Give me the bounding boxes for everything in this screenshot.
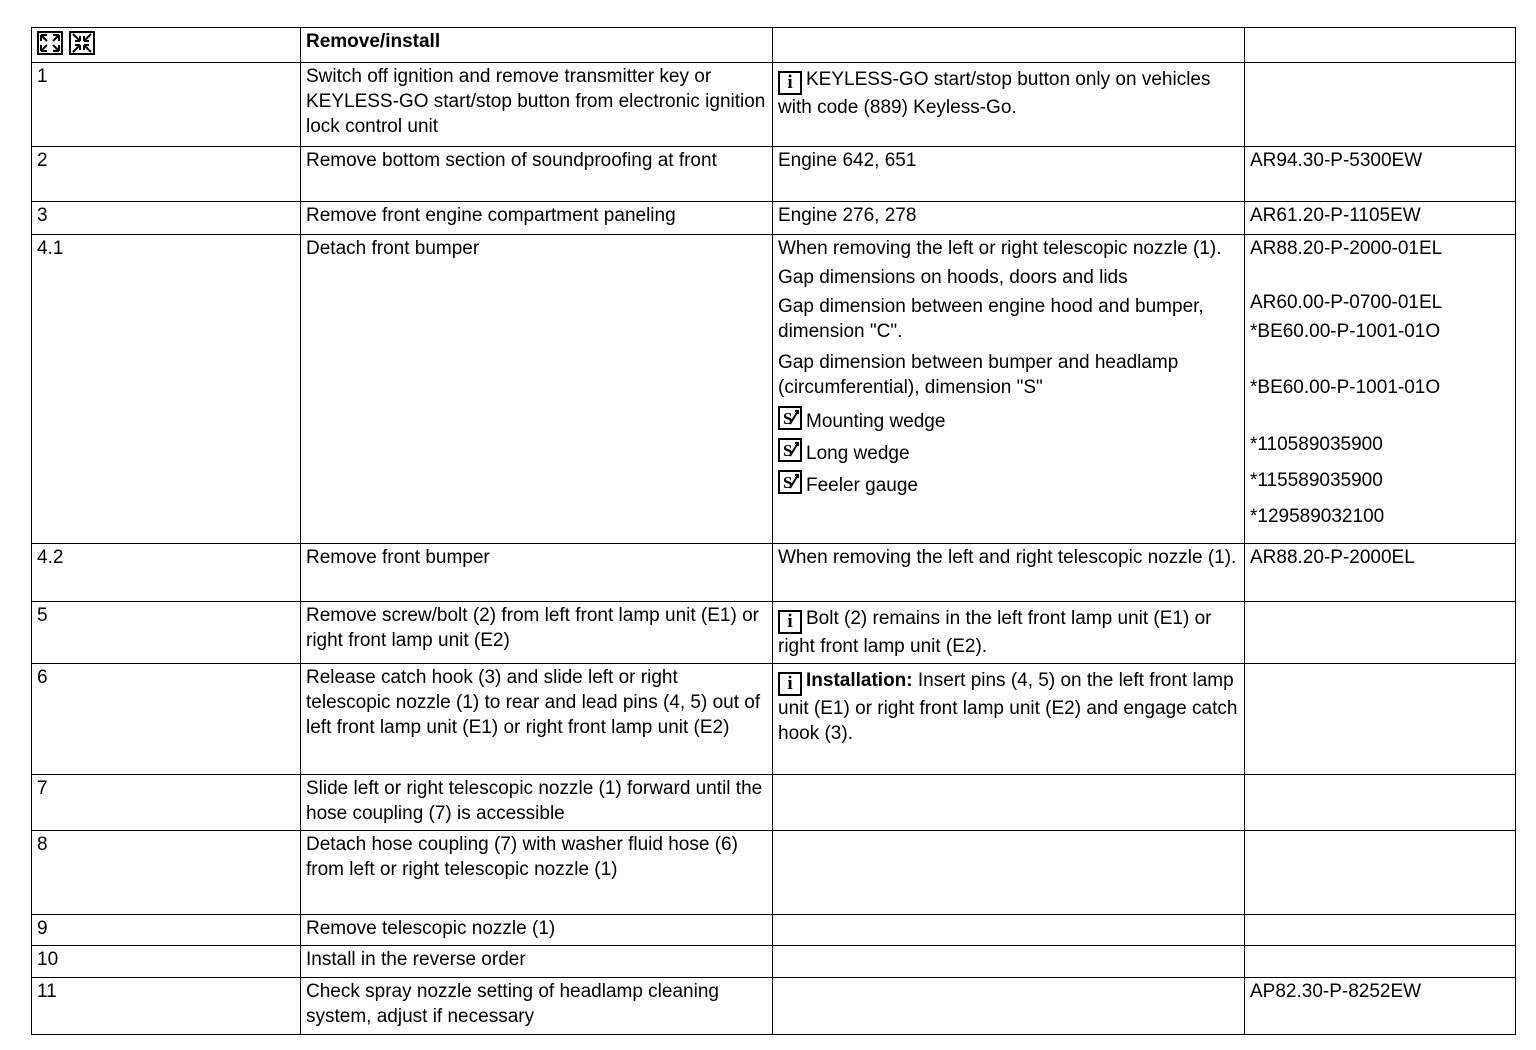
info-icon[interactable]: i	[778, 672, 802, 696]
reference-link[interactable]: AR60.00-P-0700-01EL	[1250, 292, 1443, 313]
step-refs	[1245, 775, 1516, 831]
tool-line	[778, 406, 1239, 434]
step-notes	[773, 946, 1245, 978]
step-notes	[773, 664, 1245, 775]
step-notes: Engine 276, 278	[773, 202, 1245, 235]
step-action: Remove telescopic nozzle (1)	[301, 915, 773, 946]
tool-name: Long wedge	[806, 443, 910, 464]
svg-text:S: S	[783, 473, 793, 492]
step-action: Detach hose coupling (7) with washer fluid hose (6) from left or right telescopic nozzle (1)	[301, 831, 773, 915]
note-text: Gap dimension between bumper and headlamp (circumferential), dimension "S"	[778, 352, 1179, 398]
table-row	[32, 202, 1516, 235]
tool-part-number: *115589035900	[1250, 470, 1383, 491]
step-number: 10	[32, 946, 301, 978]
step-action: Install in the reverse order	[301, 946, 773, 978]
step-refs	[1245, 602, 1516, 664]
step-action: Detach front bumper	[301, 235, 773, 544]
svg-text:S: S	[783, 409, 793, 428]
step-action: Release catch hook (3) and slide left or right telescopic nozzle (1) to rear and lead pins (4, 5) out of left front lamp unit (E1) or right front lamp unit (E2)	[301, 664, 773, 775]
reference-link[interactable]: AP82.30-P-8252EW	[1245, 978, 1516, 1035]
note-text: KEYLESS-GO start/stop button only on vehicles with code (889) Keyless-Go.	[778, 69, 1211, 118]
step-number: 4.1	[32, 235, 301, 544]
info-icon[interactable]: i	[778, 71, 802, 95]
step-number: 2	[32, 147, 301, 202]
header-title: Remove/install	[301, 28, 773, 63]
reference-link[interactable]: AR88.20-P-2000-01EL	[1250, 238, 1443, 259]
svg-text:S: S	[783, 441, 793, 460]
step-refs	[1245, 915, 1516, 946]
reference-link[interactable]: AR94.30-P-5300EW	[1245, 147, 1516, 202]
table-row	[32, 946, 1516, 978]
step-number: 3	[32, 202, 301, 235]
step-refs	[1245, 235, 1516, 544]
table-row	[32, 544, 1516, 602]
step-notes	[773, 235, 1245, 544]
tool-part-number: *129589032100	[1250, 506, 1385, 527]
table-row	[32, 235, 1516, 544]
step-notes	[773, 602, 1245, 664]
table-row	[32, 915, 1516, 946]
step-number: 8	[32, 831, 301, 915]
note-label: Installation:	[806, 670, 913, 691]
special-tool-icon[interactable]	[778, 470, 802, 494]
step-action: Switch off ignition and remove transmitter key or KEYLESS-GO start/stop button from electronic ignition lock control unit	[301, 63, 773, 147]
table-row	[32, 63, 1516, 147]
step-number: 1	[32, 63, 301, 147]
step-number: 7	[32, 775, 301, 831]
step-number: 5	[32, 602, 301, 664]
step-refs	[1245, 63, 1516, 147]
step-refs	[1245, 946, 1516, 978]
step-notes: When removing the left and right telescopic nozzle (1).	[773, 544, 1245, 602]
note-text: When removing the left or right telescopic nozzle (1).	[778, 238, 1222, 259]
reference-link[interactable]: *BE60.00-P-1001-01O	[1250, 377, 1441, 398]
special-tool-icon[interactable]	[778, 438, 802, 462]
note-text: Gap dimension between engine hood and bumper, dimension "C".	[778, 296, 1204, 342]
reference-link[interactable]: AR88.20-P-2000EL	[1245, 544, 1516, 602]
reference-link[interactable]: AR61.20-P-1105EW	[1245, 202, 1516, 235]
tool-name: Feeler gauge	[806, 475, 918, 496]
step-number: 11	[32, 978, 301, 1035]
step-refs	[1245, 831, 1516, 915]
table-row	[32, 147, 1516, 202]
step-notes	[773, 775, 1245, 831]
step-notes	[773, 915, 1245, 946]
info-icon[interactable]: i	[778, 610, 802, 634]
header-row	[32, 28, 1516, 63]
expand-icon[interactable]	[37, 31, 63, 55]
table-row	[32, 602, 1516, 664]
header-empty-cell	[1245, 28, 1516, 63]
step-refs	[1245, 664, 1516, 775]
table-row	[32, 664, 1516, 775]
tool-part-number: *110589035900	[1250, 434, 1383, 455]
table-row	[32, 978, 1516, 1035]
tool-line	[778, 470, 1239, 498]
step-action: Remove front bumper	[301, 544, 773, 602]
note-text: Insert pins (4, 5) on the left front lamp unit (E1) or right front lamp unit (E2) and engage catch hook (3).	[778, 670, 1238, 744]
step-number: 9	[32, 915, 301, 946]
procedure-table	[31, 27, 1516, 1035]
tool-line	[778, 438, 1239, 466]
step-number: 6	[32, 664, 301, 775]
special-tool-icon[interactable]	[778, 406, 802, 430]
header-empty-cell	[773, 28, 1245, 63]
step-notes	[773, 63, 1245, 147]
step-action: Check spray nozzle setting of headlamp cleaning system, adjust if necessary	[301, 978, 773, 1035]
step-action: Remove front engine compartment paneling	[301, 202, 773, 235]
note-text: Bolt (2) remains in the left front lamp unit (E1) or right front lamp unit (E2).	[778, 608, 1212, 657]
note-text: Gap dimensions on hoods, doors and lids	[778, 267, 1128, 288]
step-notes	[773, 831, 1245, 915]
collapse-icon[interactable]	[69, 31, 95, 55]
header-icons-cell	[32, 28, 301, 63]
table-row	[32, 775, 1516, 831]
step-action: Remove screw/bolt (2) from left front lamp unit (E1) or right front lamp unit (E2)	[301, 602, 773, 664]
step-number: 4.2	[32, 544, 301, 602]
table-row	[32, 831, 1516, 915]
tool-name: Mounting wedge	[806, 411, 946, 432]
step-notes: Engine 642, 651	[773, 147, 1245, 202]
reference-link[interactable]: *BE60.00-P-1001-01O	[1250, 321, 1441, 342]
step-action: Slide left or right telescopic nozzle (1) forward until the hose coupling (7) is accessible	[301, 775, 773, 831]
step-notes	[773, 978, 1245, 1035]
step-action: Remove bottom section of soundproofing at front	[301, 147, 773, 202]
